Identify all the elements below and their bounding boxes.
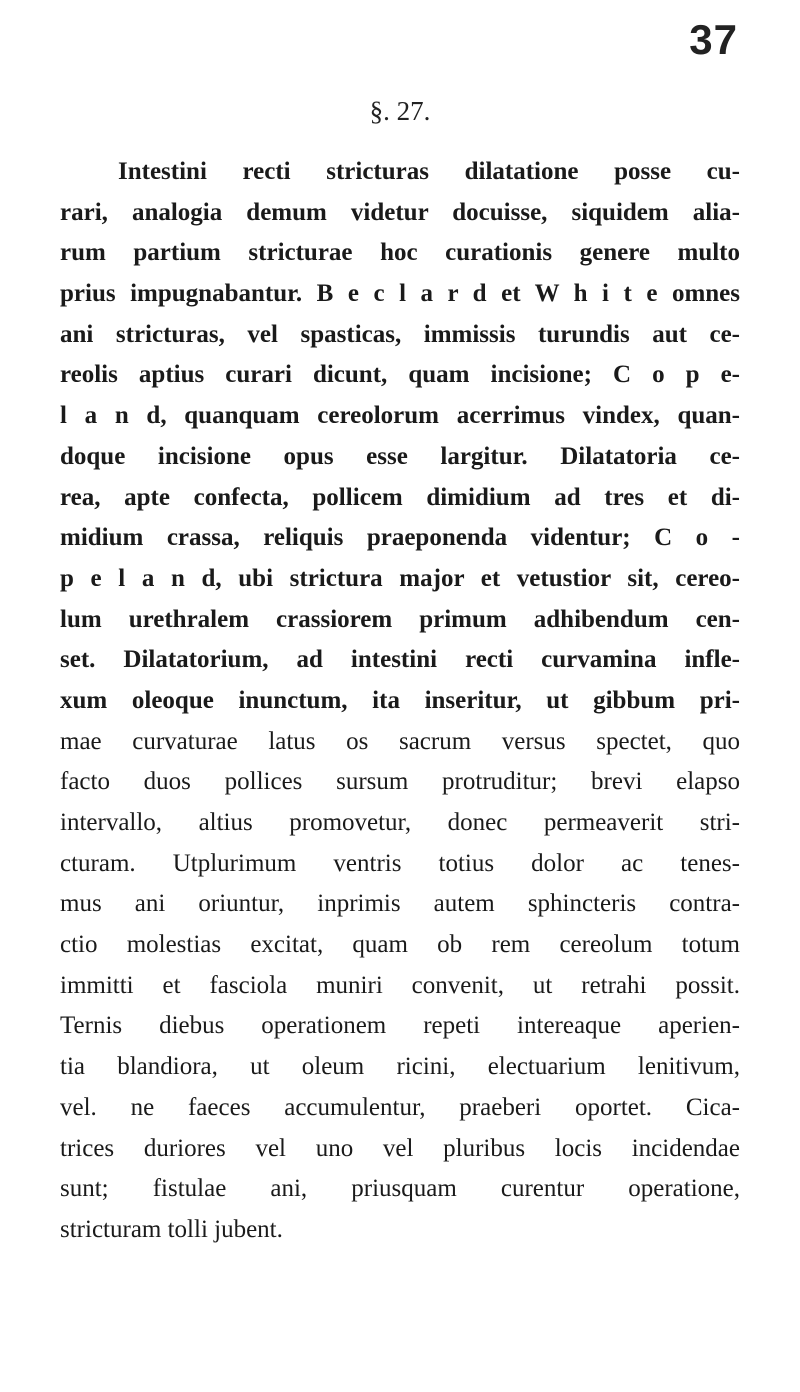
- text-line: set. Dilatatorium, ad intestini recti curvamina infle-: [60, 646, 740, 674]
- text-line: midium crassa, reliquis praeponenda videntur; C o -: [60, 524, 740, 552]
- body-paragraph: [60, 152, 740, 1251]
- text-line: Intestini recti stricturas dilatatione posse cu-: [118, 158, 740, 185]
- text-line: stricturam tolli jubent.: [60, 1215, 283, 1243]
- text-line: Ternis diebus operationem repeti intereaque aperien-: [60, 1012, 740, 1040]
- text-line: lum urethralem crassiorem primum adhibendum cen-: [60, 605, 740, 633]
- text-line: ctio molestias excitat, quam ob rem cereolum totum: [60, 931, 740, 959]
- text-line: ani stricturas, vel spasticas, immissis turundis aut ce-: [60, 320, 740, 348]
- text-line: vel. ne faeces accumulentur, praeberi oportet. Cica-: [60, 1093, 740, 1121]
- text-line: reolis aptius curari dicunt, quam incisione; C o p e-: [60, 361, 740, 389]
- text-line: prius impugnabantur. B e c l a r d et W h i t e omnes: [60, 280, 740, 308]
- text-line: p e l a n d, ubi strictura major et vetustior sit, cereo-: [60, 564, 740, 592]
- section-heading: §. 27.: [369, 96, 431, 126]
- text-line: tia blandiora, ut oleum ricini, electuarium lenitivum,: [60, 1053, 740, 1081]
- text-line: intervallo, altius promovetur, donec permeaverit stri-: [60, 809, 740, 836]
- text-line: sunt; fistulae ani, priusquam curentur operatione,: [60, 1175, 740, 1203]
- text-line: xum oleoque inunctum, ita inseritur, ut gibbum pri-: [60, 686, 740, 714]
- text-line: cturam. Utplurimum ventris totius dolor ac tenes-: [60, 849, 740, 877]
- text-line: mus ani oriuntur, inprimis autem sphincteris contra-: [60, 890, 740, 918]
- text-line: doque incisione opus esse largitur. Dilatatoria ce-: [60, 442, 740, 470]
- text-line: l a n d, quanquam cereolorum acerrimus vindex, quan-: [60, 402, 740, 430]
- text-line: rea, apte confecta, pollicem dimidium ad tres et di-: [60, 483, 740, 511]
- text-line: rum partium stricturae hoc curationis genere multo: [60, 239, 740, 267]
- text-line: immitti et fasciola muniri convenit, ut retrahi possit.: [60, 971, 740, 999]
- page-number: 37: [689, 16, 738, 63]
- text-line: trices duriores vel uno vel pluribus locis incidendae: [60, 1134, 740, 1162]
- text-line: rari, analogia demum videtur docuisse, siquidem alia-: [60, 198, 740, 226]
- text-line: facto duos pollices sursum protruditur; brevi elapso: [60, 768, 740, 796]
- text-line: mae curvaturae latus os sacrum versus spectet, quo: [60, 727, 740, 755]
